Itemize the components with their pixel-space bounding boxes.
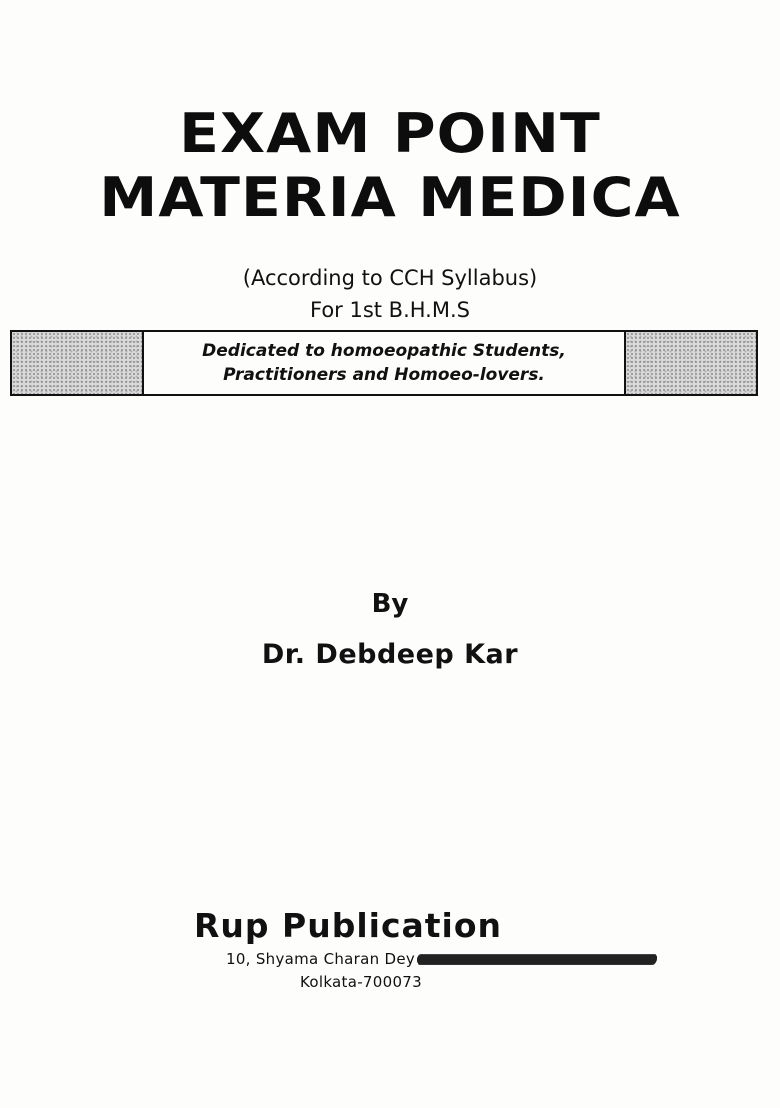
publisher-address <box>226 948 657 970</box>
dedication-line-2: Practitioners and Homoeo-lovers. <box>223 365 545 385</box>
book-title-line-1: EXAM POINT <box>179 102 601 165</box>
by-label: By <box>371 589 409 619</box>
dedication-box <box>10 330 758 396</box>
author-name: Dr. Debdeep Kar <box>261 639 519 670</box>
book-title-line-2: MATERIA MEDICA <box>99 166 681 229</box>
syllabus-subtitle: (According to CCH Syllabus) <box>242 266 538 290</box>
dedication-pattern-right <box>624 332 756 394</box>
course-subtitle: For 1st B.H.M.S <box>309 298 470 322</box>
publisher-name: Rup Publication <box>194 906 503 945</box>
dedication-pattern-left <box>12 332 144 394</box>
dedication-line-1: Dedicated to homoeopathic Students, <box>202 341 566 361</box>
redaction-mark <box>417 955 657 964</box>
publisher-city: Kolkata-700073 <box>300 973 422 991</box>
dedication-text <box>144 332 624 394</box>
publisher-address-text: 10, Shyama Charan Dey <box>226 950 416 968</box>
